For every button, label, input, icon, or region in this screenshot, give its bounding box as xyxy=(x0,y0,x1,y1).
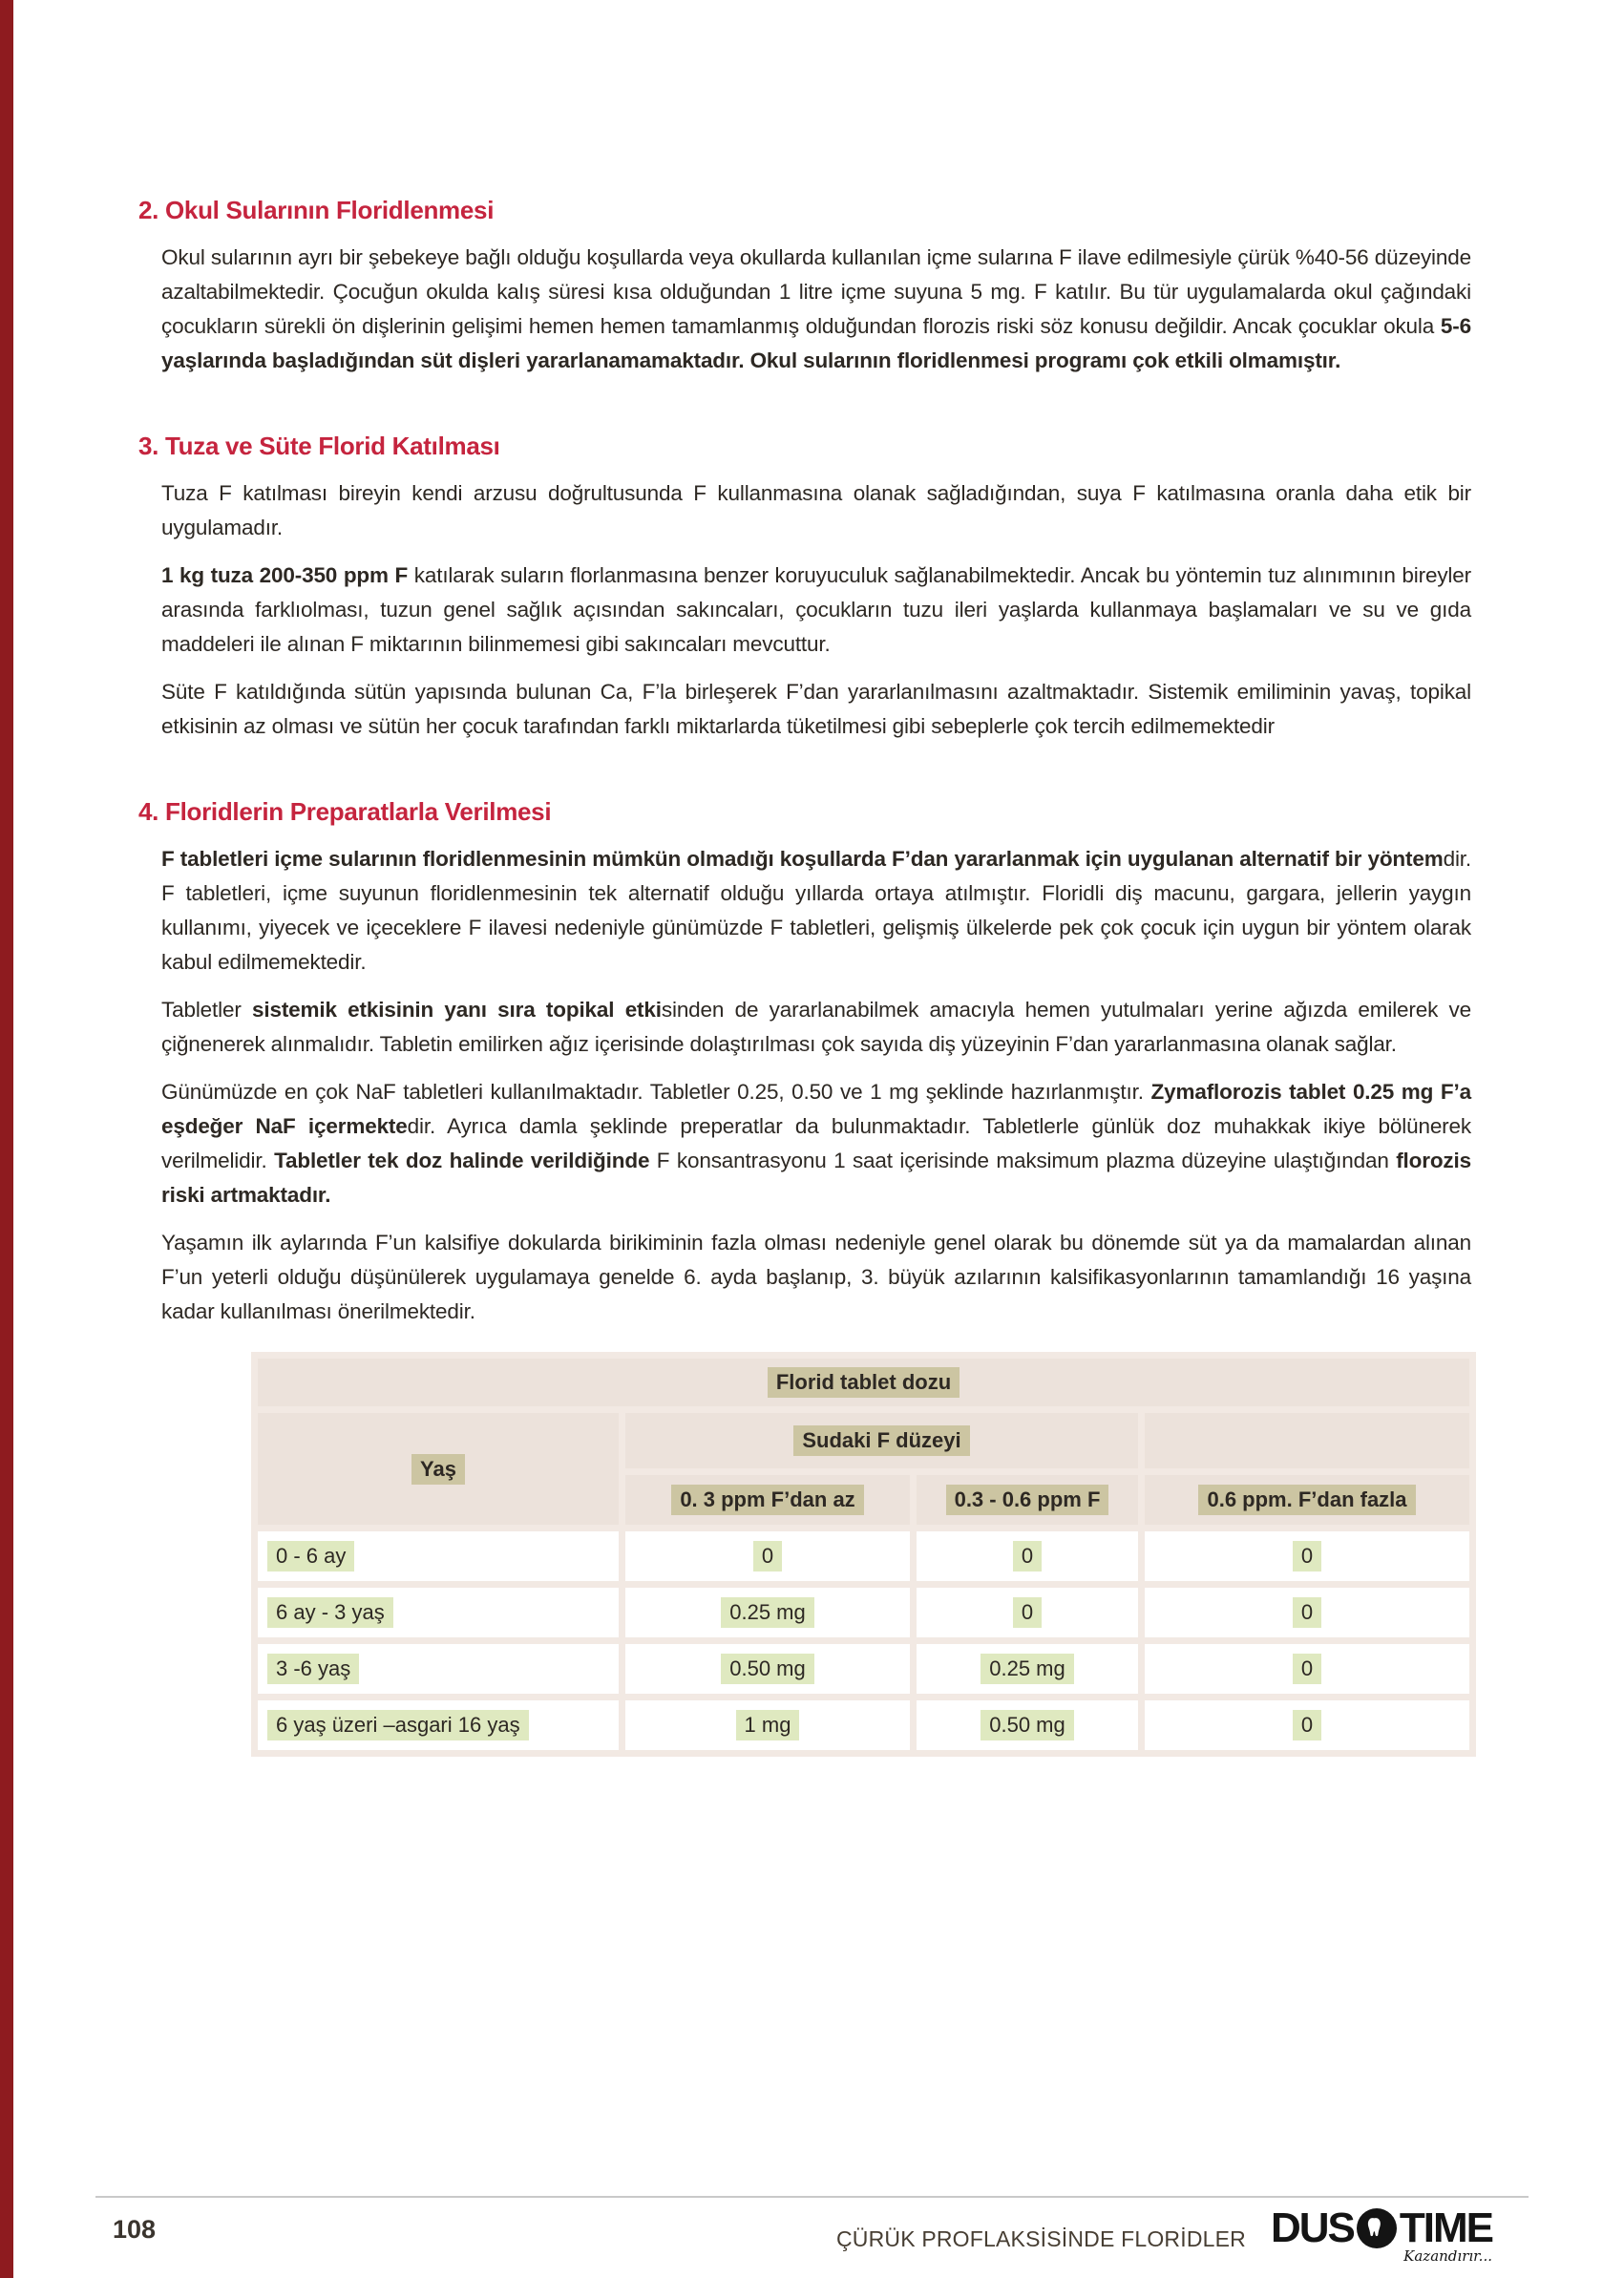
dose-cell: 0 xyxy=(1145,1531,1469,1581)
logo-part-dus: DUS xyxy=(1270,2204,1354,2251)
text-segment-bold: sistemik etkisinin yanı sıra topikal etki xyxy=(252,998,662,1022)
dustime-logo xyxy=(1270,2204,1492,2265)
logo-tagline: Kazandırır... xyxy=(1403,2247,1492,2265)
text-segment: dir. Ayrıca damla şeklinde preperatlar da bulunmaktadır. Tabletlerle günlük doz muhakkak ikiye bölünerek verilmelidir. xyxy=(161,1114,1471,1172)
table-header-row xyxy=(258,1413,1469,1468)
text-segment: Günümüzde en çok NaF tabletleri kullanılmaktadır. Tabletler 0.25, 0.50 ve 1 mg şeklinde hazırlanmıştır. xyxy=(161,1080,1151,1104)
col-header-water-f: Sudaki F düzeyi xyxy=(625,1413,1138,1468)
dose-cell: 0 xyxy=(917,1588,1138,1637)
paragraph xyxy=(161,1226,1471,1329)
age-cell: 0 - 6 ay xyxy=(258,1531,619,1581)
footer-chapter-title: ÇÜRÜK PROFLAKSİSİNDE FLORİDLER xyxy=(835,2225,1246,2251)
dose-cell: 1 mg xyxy=(625,1700,910,1750)
text-segment-bold: florozis riski artmaktadır. xyxy=(161,1149,1471,1207)
paragraph xyxy=(161,993,1471,1062)
age-cell: 3 -6 yaş xyxy=(258,1644,619,1694)
paragraph xyxy=(161,675,1471,744)
table-row xyxy=(258,1588,1469,1637)
col-header-empty xyxy=(1145,1413,1469,1468)
dose-cell: 0 xyxy=(1145,1644,1469,1694)
text-segment: Yaşamın ilk aylarında F’un kalsifiye dokularda birikiminin fazla olması nedeniyle genel olarak bu dönemde süt ya da mamalardan alınan F’un yeterli olduğu düşünülerek uygulamaya genelde 6. ayda başlanıp, 3. büyük azılarının kalsifikasyonlarının tamamlandığı 16 yaşına kadar kullanılması önerilmektedir. xyxy=(161,1231,1471,1323)
page-content xyxy=(138,196,1473,1810)
text-segment-bold: Zymaflorozis tablet 0.25 mg F’a eşdeğer NaF içermekte xyxy=(161,1080,1471,1138)
paragraph xyxy=(161,842,1471,980)
text-segment: Süte F katıldığında sütün yapısında bulunan Ca, F’la birleşerek F’dan yararlanılmasını azaltmaktadır. Sistemik emiliminin yavaş, topikal etkisinin az olması ve sütün her çocuk tarafından farklı miktarlarda tüketilmesi gibi sebeplerle çok tercih edilmemektedir xyxy=(161,680,1471,738)
text-segment: sinden de yararlanabilmek amacıyla hemen yutulmaları yerine ağızda emilerek ve çiğnenerek alınmalıdır. Tabletin emilirken ağız içerisinde dolaştırılması çok sayıda diş yüzeyinin F’dan yararlanmasına olanak sağlar. xyxy=(161,998,1472,1056)
logo-part-time: TIME xyxy=(1399,2204,1492,2251)
table-row xyxy=(258,1700,1469,1750)
dose-cell: 0 xyxy=(1145,1588,1469,1637)
table-title-row xyxy=(258,1359,1469,1406)
dose-cell: 0.50 mg xyxy=(917,1700,1138,1750)
text-segment: dir. F tabletleri, içme suyunun floridlenmesinin tek alternatif olduğu yıllarda ortaya atılmıştır. Floridli diş macunu, gargara, jellerin yaygın kullanımı, yiyecek ve içeceklere F ilavesi nedeniyle günümüzde F tabletleri, gelişmiş ülkelerde pek çok çocuk için uygun bir yöntem olarak kabul edilmemektedir. xyxy=(161,847,1471,974)
text-segment: katılarak suların florlanmasına benzer koruyuculuk sağlanabilmektedir. Ancak bu yöntemin tuz alınımının bireyler arasında farklıolması, tuzun genel sağlık açısından sakıncaları, çocukların tuzu ileri yaşlarda kullanmaya başlamaları ve su ve gıda maddeleri ile alınan F miktarının bilinmemesi gibi sakıncaları mevcuttur. xyxy=(161,563,1471,656)
dose-cell: 0.50 mg xyxy=(625,1644,910,1694)
section-tuza-sute xyxy=(138,432,1473,744)
footer-divider xyxy=(95,2196,1529,2198)
paragraph xyxy=(161,559,1471,662)
dustime-logo-text xyxy=(1270,2204,1492,2251)
dose-cell: 0 xyxy=(917,1531,1138,1581)
section-heading-2: 2. Okul Sularının Floridlenmesi xyxy=(138,196,495,224)
text-segment-bold: Tabletler tek doz halinde verildiğinde xyxy=(274,1149,650,1172)
text-segment: Tabletler xyxy=(161,998,253,1022)
dose-cell: 0 xyxy=(625,1531,910,1581)
paragraph xyxy=(161,476,1471,545)
col-subheader-high: 0.6 ppm. F’dan fazla xyxy=(1145,1475,1469,1525)
section-okul-sulari xyxy=(138,196,1473,378)
footer-right-group xyxy=(835,2204,1492,2265)
florid-dose-table xyxy=(251,1352,1476,1757)
left-edge-accent-bar xyxy=(0,0,13,2278)
text-segment-bold: 5-6 yaşlarında başladığından süt dişleri yararlanamamaktadır. Okul sularının floridlenmesi programı çok etkili olmamıştır. xyxy=(161,314,1471,372)
table-row xyxy=(258,1531,1469,1581)
text-segment-bold: F tabletleri içme sularının floridlenmesinin mümkün olmadığı koşullarda F’dan yararlanmak için uygulanan alternatif bir yöntem xyxy=(161,847,1444,871)
dose-cell: 0 xyxy=(1145,1700,1469,1750)
table-title-cell xyxy=(258,1359,1469,1406)
section-preparatlar xyxy=(138,797,1473,1757)
table-row xyxy=(258,1644,1469,1694)
section-heading-3: 3. Tuza ve Süte Florid Katılması xyxy=(138,432,500,460)
dose-cell: 0.25 mg xyxy=(917,1644,1138,1694)
col-subheader-low: 0. 3 ppm F’dan az xyxy=(625,1475,910,1525)
text-segment: Okul sularının ayrı bir şebekeye bağlı olduğu koşullarda veya okullarda kullanılan içme sularına F ilave edilmesiyle çürük %40-56 düzeyinde azaltabilmektedir. Çocuğun okulda kalış süresi kısa olduğundan 1 litre içme suyuna 5 mg. F katılır. Bu tür uygulamalarda okul çağındaki çocukların sürekli ön dişlerinin gelişimi hemen hemen tamamlanmış olduğundan florozis riski söz konusu değildir. Ancak çocuklar okula xyxy=(161,245,1471,338)
age-cell: 6 yaş üzeri –asgari 16 yaş xyxy=(258,1700,619,1750)
tooth-icon xyxy=(1357,2208,1397,2248)
footer xyxy=(95,2204,1492,2265)
dose-cell: 0.25 mg xyxy=(625,1588,910,1637)
age-cell: 6 ay - 3 yaş xyxy=(258,1588,619,1637)
col-header-age: Yaş xyxy=(258,1413,619,1525)
text-segment-bold: 1 kg tuza 200-350 ppm F xyxy=(161,563,414,587)
text-segment: F konsantrasyonu 1 saat içerisinde maksimum plazma düzeyine ulaştığından xyxy=(649,1149,1397,1172)
paragraph xyxy=(161,1075,1471,1213)
col-subheader-mid: 0.3 - 0.6 ppm F xyxy=(917,1475,1138,1525)
page-number: 108 xyxy=(113,2215,157,2244)
text-segment: Tuza F katılması bireyin kendi arzusu doğrultusunda F kullanmasına olanak sağladığından, suya F katılmasına oranla daha etik bir uygulamadır. xyxy=(161,481,1471,539)
paragraph xyxy=(161,241,1471,378)
section-heading-4: 4. Floridlerin Preparatlarla Verilmesi xyxy=(138,797,552,826)
table-title: Florid tablet dozu xyxy=(768,1367,960,1398)
